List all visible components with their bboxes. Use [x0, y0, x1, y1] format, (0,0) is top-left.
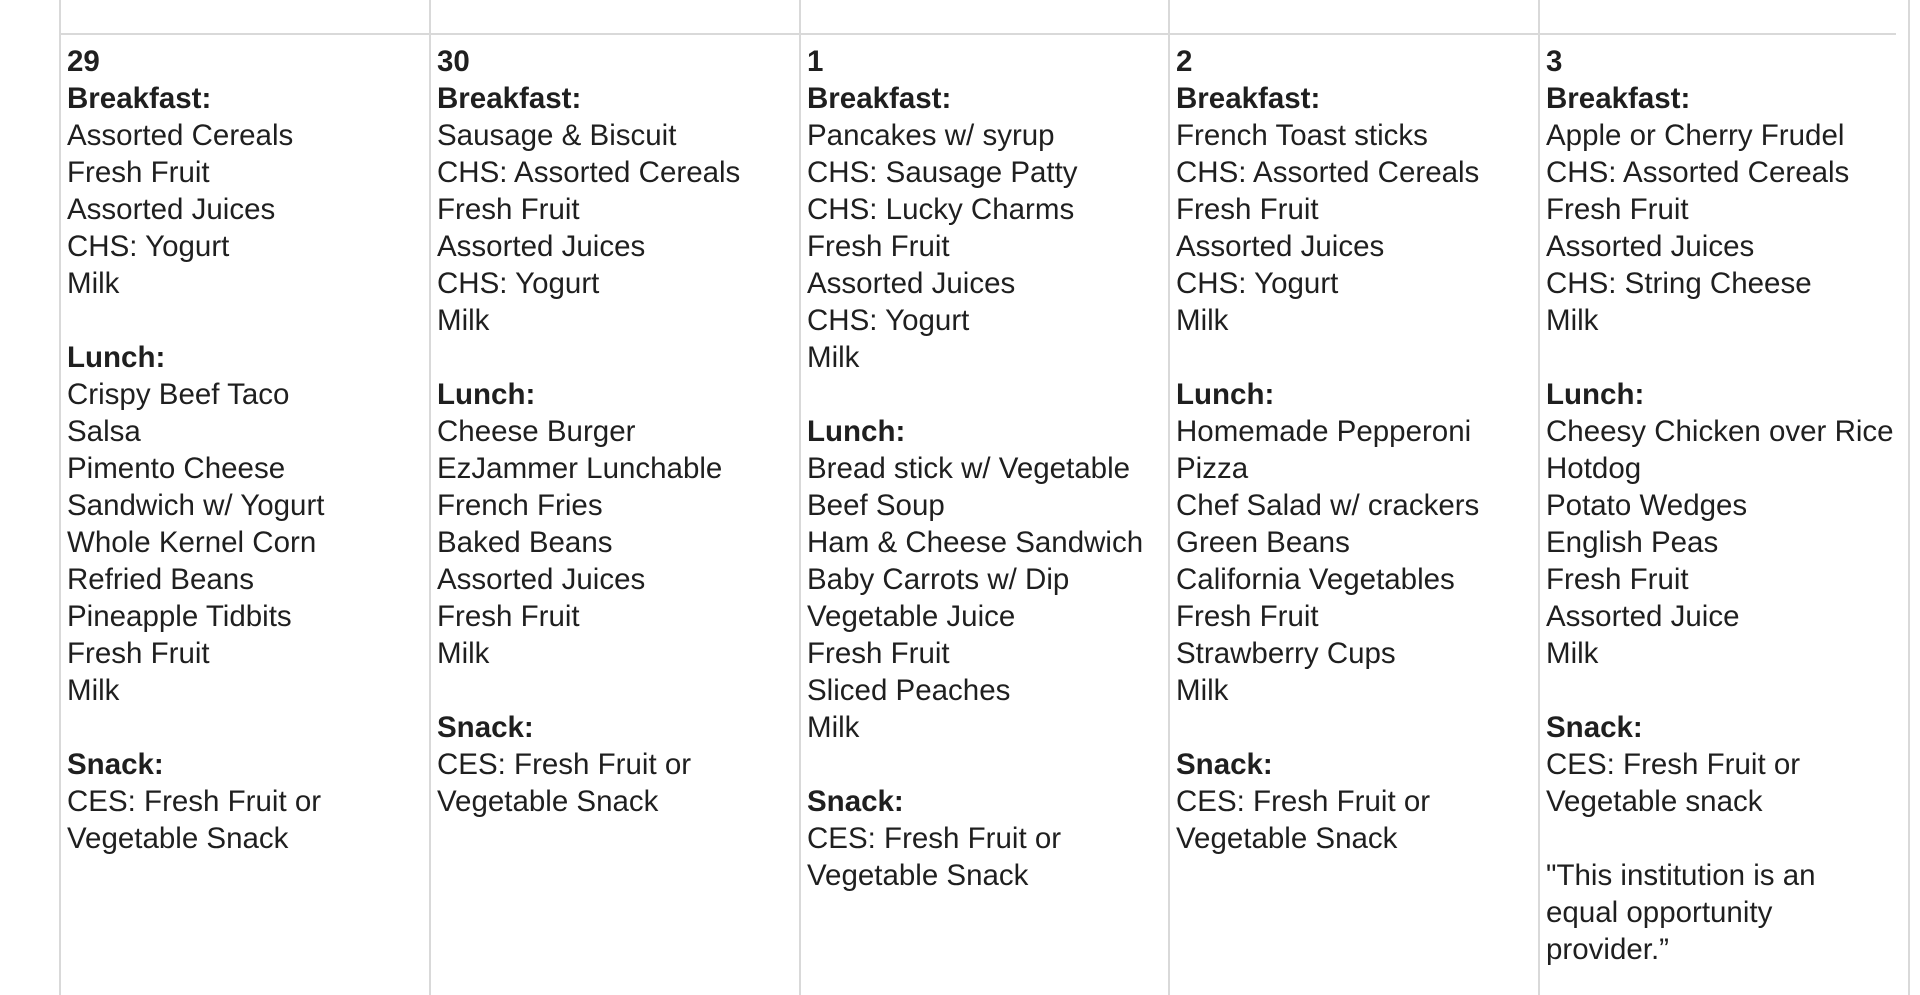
section-gap	[437, 339, 797, 376]
lunch-item: Crispy Beef Taco	[67, 378, 290, 411]
column-divider	[429, 0, 431, 995]
breakfast-item: CHS: Yogurt	[67, 230, 230, 263]
breakfast-heading: Breakfast:	[1176, 82, 1321, 115]
lunch-item: Baked Beans	[437, 526, 613, 559]
column-divider	[1168, 0, 1170, 995]
lunch-item: Fresh Fruit	[1176, 600, 1319, 633]
breakfast-item: CHS: Sausage Patty	[807, 156, 1078, 189]
lunch-heading: Lunch:	[807, 415, 906, 448]
snack-heading: Snack:	[807, 785, 904, 818]
breakfast-item: CHS: Lucky Charms	[807, 193, 1075, 226]
snack-item: Vegetable snack	[1546, 785, 1763, 818]
day-cell	[1176, 43, 1536, 857]
breakfast-item: Milk	[1176, 304, 1229, 337]
snack-item: CES: Fresh Fruit or	[1546, 748, 1801, 781]
day-cell	[807, 43, 1167, 894]
day-cell	[1546, 43, 1906, 968]
day-cell	[437, 43, 797, 820]
breakfast-item: CHS: Assorted Cereals	[1176, 156, 1480, 189]
lunch-item: Assorted Juices	[437, 563, 646, 596]
day-number: 1	[807, 45, 824, 78]
lunch-item: Sliced Peaches	[807, 674, 1011, 707]
snack-heading: Snack:	[437, 711, 534, 744]
lunch-heading: Lunch:	[437, 378, 536, 411]
breakfast-item: French Toast sticks	[1176, 119, 1428, 152]
breakfast-item: CHS: Yogurt	[1176, 267, 1339, 300]
section-gap	[437, 672, 797, 709]
day-number: 2	[1176, 45, 1193, 78]
breakfast-heading: Breakfast:	[807, 82, 952, 115]
section-gap	[1546, 339, 1906, 376]
section-gap	[1176, 709, 1536, 746]
lunch-item: Vegetable Juice	[807, 600, 1016, 633]
lunch-item: Green Beans	[1176, 526, 1350, 559]
day-cell	[67, 43, 427, 857]
lunch-item: Cheese Burger	[437, 415, 636, 448]
lunch-item: English Peas	[1546, 526, 1719, 559]
section-gap	[67, 302, 427, 339]
section-gap	[1546, 820, 1906, 857]
column-divider	[59, 0, 61, 995]
snack-item: CES: Fresh Fruit or	[67, 785, 322, 818]
column-divider	[799, 0, 801, 995]
lunch-item: Beef Soup	[807, 489, 945, 522]
lunch-item: Salsa	[67, 415, 141, 448]
equal-opportunity-note: "This institution is an	[1546, 859, 1816, 892]
lunch-item: Assorted Juice	[1546, 600, 1740, 633]
lunch-item: Fresh Fruit	[807, 637, 950, 670]
snack-item: Vegetable Snack	[437, 785, 659, 818]
breakfast-item: CHS: Yogurt	[807, 304, 970, 337]
lunch-item: Fresh Fruit	[437, 600, 580, 633]
breakfast-item: Milk	[67, 267, 120, 300]
lunch-item: Cheesy Chicken over Rice	[1546, 415, 1894, 448]
lunch-item: Strawberry Cups	[1176, 637, 1396, 670]
lunch-item: Ham & Cheese Sandwich	[807, 526, 1144, 559]
lunch-item: Milk	[1176, 674, 1229, 707]
snack-item: Vegetable Snack	[1176, 822, 1398, 855]
lunch-item: Milk	[807, 711, 860, 744]
breakfast-item: Assorted Juices	[1176, 230, 1385, 263]
section-gap	[807, 376, 1167, 413]
lunch-item: Fresh Fruit	[67, 637, 210, 670]
lunch-item: Potato Wedges	[1546, 489, 1748, 522]
equal-opportunity-note: equal opportunity	[1546, 896, 1773, 929]
section-gap	[1176, 339, 1536, 376]
lunch-item: Pimento Cheese	[67, 452, 286, 485]
breakfast-item: CHS: String Cheese	[1546, 267, 1812, 300]
lunch-item: Bread stick w/ Vegetable	[807, 452, 1131, 485]
breakfast-item: Sausage & Biscuit	[437, 119, 677, 152]
breakfast-item: Fresh Fruit	[437, 193, 580, 226]
breakfast-item: Assorted Juices	[67, 193, 276, 226]
day-number: 29	[67, 45, 100, 78]
breakfast-item: Fresh Fruit	[67, 156, 210, 189]
lunch-item: Pizza	[1176, 452, 1249, 485]
breakfast-item: Assorted Juices	[1546, 230, 1755, 263]
section-gap	[67, 709, 427, 746]
lunch-item: Fresh Fruit	[1546, 563, 1689, 596]
lunch-item: Hotdog	[1546, 452, 1642, 485]
snack-heading: Snack:	[1176, 748, 1273, 781]
section-gap	[1546, 672, 1906, 709]
breakfast-item: Pancakes w/ syrup	[807, 119, 1055, 152]
snack-item: Vegetable Snack	[67, 822, 289, 855]
snack-heading: Snack:	[1546, 711, 1643, 744]
snack-item: CES: Fresh Fruit or	[807, 822, 1062, 855]
breakfast-heading: Breakfast:	[437, 82, 582, 115]
lunch-item: Chef Salad w/ crackers	[1176, 489, 1480, 522]
snack-heading: Snack:	[67, 748, 164, 781]
lunch-item: Baby Carrots w/ Dip	[807, 563, 1070, 596]
breakfast-item: CHS: Yogurt	[437, 267, 600, 300]
breakfast-item: Milk	[1546, 304, 1599, 337]
column-divider	[1908, 0, 1910, 995]
snack-item: Vegetable Snack	[807, 859, 1029, 892]
day-number: 3	[1546, 45, 1563, 78]
lunch-item: Milk	[67, 674, 120, 707]
lunch-item: EzJammer Lunchable	[437, 452, 723, 485]
breakfast-item: Assorted Juices	[437, 230, 646, 263]
lunch-item: French Fries	[437, 489, 603, 522]
breakfast-item: CHS: Assorted Cereals	[437, 156, 741, 189]
breakfast-item: Assorted Juices	[807, 267, 1016, 300]
breakfast-heading: Breakfast:	[67, 82, 212, 115]
lunch-heading: Lunch:	[1176, 378, 1275, 411]
column-divider	[1538, 0, 1540, 995]
snack-item: CES: Fresh Fruit or	[1176, 785, 1431, 818]
equal-opportunity-note: provider.”	[1546, 933, 1669, 966]
breakfast-item: Fresh Fruit	[1176, 193, 1319, 226]
breakfast-heading: Breakfast:	[1546, 82, 1691, 115]
lunch-item: Milk	[1546, 637, 1599, 670]
day-number: 30	[437, 45, 470, 78]
breakfast-item: Fresh Fruit	[1546, 193, 1689, 226]
breakfast-item: Assorted Cereals	[67, 119, 294, 152]
breakfast-item: Fresh Fruit	[807, 230, 950, 263]
row-divider	[60, 33, 1896, 35]
lunch-item: Homemade Pepperoni	[1176, 415, 1472, 448]
breakfast-item: Milk	[437, 304, 490, 337]
section-gap	[807, 746, 1167, 783]
lunch-item: Whole Kernel Corn	[67, 526, 317, 559]
breakfast-item: Milk	[807, 341, 860, 374]
lunch-heading: Lunch:	[67, 341, 166, 374]
lunch-item: California Vegetables	[1176, 563, 1455, 596]
lunch-heading: Lunch:	[1546, 378, 1645, 411]
snack-item: CES: Fresh Fruit or	[437, 748, 692, 781]
lunch-item: Refried Beans	[67, 563, 254, 596]
lunch-item: Pineapple Tidbits	[67, 600, 292, 633]
lunch-item: Sandwich w/ Yogurt	[67, 489, 325, 522]
lunch-item: Milk	[437, 637, 490, 670]
breakfast-item: Apple or Cherry Frudel	[1546, 119, 1845, 152]
breakfast-item: CHS: Assorted Cereals	[1546, 156, 1850, 189]
